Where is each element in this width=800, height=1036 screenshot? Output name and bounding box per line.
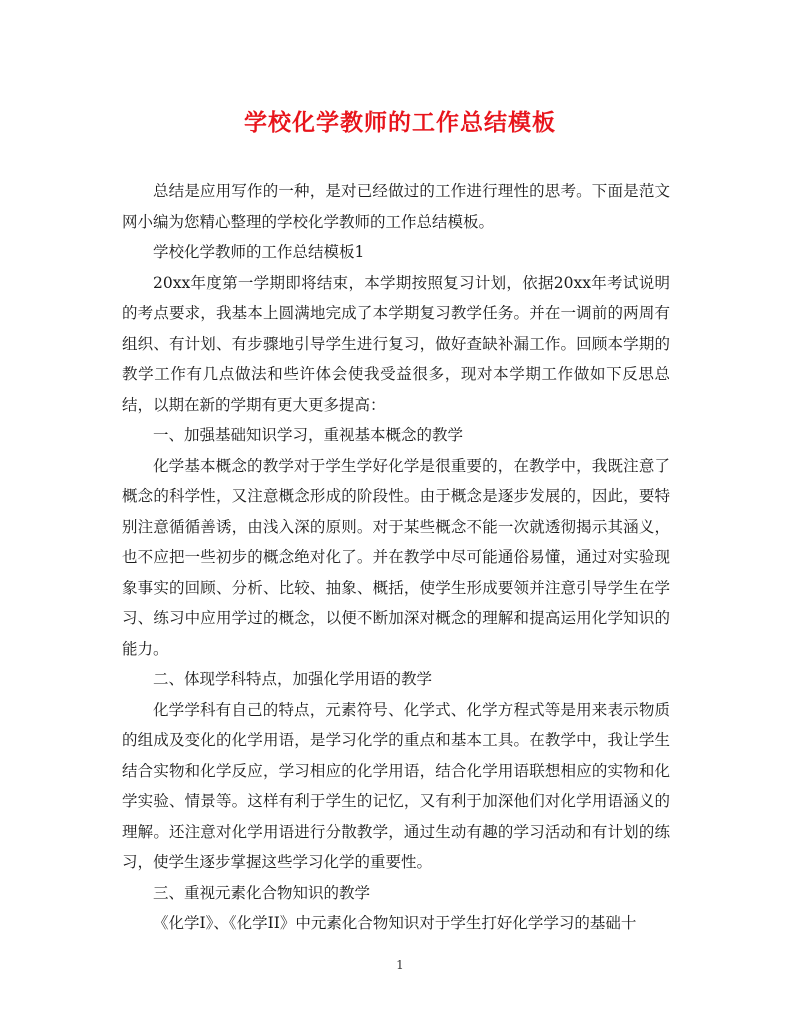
document-title: 学校化学教师的工作总结模板 [244, 109, 556, 136]
paragraph-template-heading: 学校化学教师的工作总结模板1 [153, 243, 365, 261]
paragraph-section-1: 化学基本概念的教学对于学生学好化学是很重要的，在教学中，我既注意了概念的科学性，又注意概念形成的阶段性。由于概念是逐步发展的，因此，要特别注意循循善诱，由浅入深的原则。对于某些概念不能一次就透彻揭示其涵义，也不应把一些初步的概念绝对化了。并在教学中尽可能通俗易懂，通过对实验现象事实的回顾、分析、比较、抽象、概括，使学生形成要领并注意引导学生在学习、练习中应用学过的概念，以便不断加深对概念的理解和提高运用化学知识的能力。 [122, 456, 670, 658]
section-heading-1: 一、加强基础知识学习，重视基本概念的教学 [153, 426, 464, 444]
section-heading-3: 三、重视元素化合物知识的教学 [153, 883, 371, 902]
paragraph-overview: 20xx年度第一学期即将结束，本学期按照复习计划，依据20xx年考试说明的考点要求，我基本上圆满地完成了本学期复习教学任务。并在一调前的两周有组织、有计划、有步骤地引导学生进行复习，做好查缺补漏工作。回顾本学期的教学工作有几点做法和些许体会使我受益很多，现对本学期工作做如下反思总结，以期在新的学期有更大更多提高： [122, 273, 670, 414]
section-heading-2: 二、体现学科特点，加强化学用语的教学 [153, 670, 433, 688]
paragraph-section-2: 化学学科有自己的特点，元素符号、化学式、化学方程式等是用来表示物质的组成及变化的化学用语，是学习化学的重点和基本工具。在教学中，我让学生结合实物和化学反应，学习相应的化学用语，结合化学用语联想相应的实物和化学实验、情景等。这样有利于学生的记忆，又有利于加深他们对化学用语涵义的理解。还注意对化学用语进行分散教学，通过生动有趣的学习活动和有计划的练习，使学生逐步掌握这些学习化学的重要性。 [122, 700, 670, 871]
paragraph-intro: 总结是应用写作的一种，是对已经做过的工作进行理性的思考。下面是范文网小编为您精心整理的学校化学教师的工作总结模板。 [122, 182, 670, 231]
paragraph-section-3: 《化学I》、《化学II》中元素化合物知识对于学生打好化学学习的基础十 [153, 914, 637, 932]
document-body [122, 176, 670, 939]
page-number: 1 [396, 958, 404, 972]
